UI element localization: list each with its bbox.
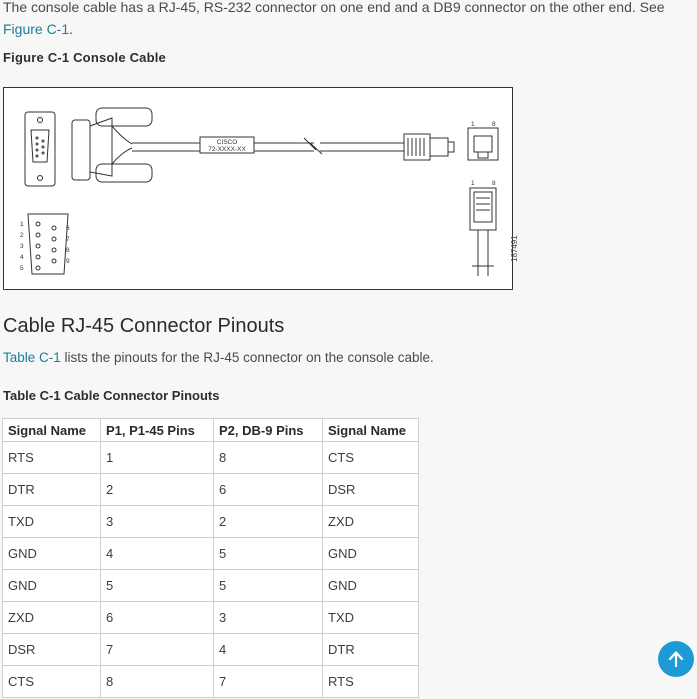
table-row — [3, 538, 419, 570]
db9-pin-label: 1 — [20, 221, 24, 228]
pinout-table — [2, 418, 419, 698]
figure-c1-link[interactable]: Figure C-1 — [3, 21, 70, 37]
figure-title: Figure C-1 Console Cable — [3, 50, 166, 65]
table-row — [3, 666, 419, 698]
rj45-bottom-pin-right: 8 — [492, 180, 496, 187]
console-cable-figure — [3, 87, 513, 290]
col-header: Signal Name — [323, 419, 419, 442]
table-cell: 1 — [101, 442, 214, 474]
rj45-top-pin-right: 8 — [492, 121, 496, 128]
table-cell: ZXD — [3, 602, 101, 634]
table-cell: DSR — [323, 474, 419, 506]
arrow-up-icon — [666, 649, 686, 669]
table-cell: 5 — [101, 570, 214, 602]
col-header: P2, DB-9 Pins — [214, 419, 323, 442]
table-cell: CTS — [3, 666, 101, 698]
table-cell: 2 — [101, 474, 214, 506]
table-cell: DSR — [3, 634, 101, 666]
table-cell: 8 — [214, 442, 323, 474]
table-cell: 5 — [214, 570, 323, 602]
table-cell: GND — [3, 570, 101, 602]
table-c1-link[interactable]: Table C-1 — [3, 350, 61, 365]
db9-pin-label: 3 — [20, 243, 24, 250]
intro-text: The console cable has a RJ-45, RS-232 connector on one end and a DB9 connector on the other end. See — [3, 0, 665, 15]
table-row — [3, 570, 419, 602]
db9-pin-label: 5 — [20, 265, 24, 272]
table-row — [3, 506, 419, 538]
table-cell: RTS — [3, 442, 101, 474]
table-row — [3, 602, 419, 634]
table-cell: GND — [323, 538, 419, 570]
cable-label-line2: 72-XXXX-XX — [208, 146, 246, 153]
table-row — [3, 442, 419, 474]
table-row — [3, 634, 419, 666]
section-text: lists the pinouts for the RJ-45 connector on the console cable. — [60, 350, 434, 365]
table-cell: 3 — [101, 506, 214, 538]
figure-id: 187491 — [510, 235, 519, 262]
table-cell: RTS — [323, 666, 419, 698]
table-cell: DTR — [3, 474, 101, 506]
table-cell: GND — [323, 570, 419, 602]
table-title: Table C-1 Cable Connector Pinouts — [3, 388, 220, 403]
db9-pin-label: 6 — [66, 225, 70, 232]
col-header: Signal Name — [3, 419, 101, 442]
section-paragraph — [3, 350, 434, 365]
console-cable-illustration — [4, 88, 512, 289]
table-cell: 7 — [214, 666, 323, 698]
table-cell: 4 — [101, 538, 214, 570]
table-cell: 3 — [214, 602, 323, 634]
table-cell: ZXD — [323, 506, 419, 538]
db9-pin-label: 8 — [66, 247, 70, 254]
table-cell: DTR — [323, 634, 419, 666]
table-cell: 7 — [101, 634, 214, 666]
table-cell: 6 — [214, 474, 323, 506]
table-cell: 4 — [214, 634, 323, 666]
cable-label-line1: CISCO — [216, 139, 238, 146]
intro-paragraph — [3, 0, 693, 40]
section-heading: Cable RJ-45 Connector Pinouts — [3, 315, 285, 337]
db9-pin-label: 4 — [20, 254, 24, 261]
table-row — [3, 474, 419, 506]
intro-text-end: . — [69, 21, 74, 37]
table-cell: 8 — [101, 666, 214, 698]
table-header-row — [3, 419, 419, 442]
col-header: P1, P1-45 Pins — [101, 419, 214, 442]
table-cell: GND — [3, 538, 101, 570]
table-cell: 6 — [101, 602, 214, 634]
db9-pin-label: 2 — [20, 232, 24, 239]
table-cell: TXD — [323, 602, 419, 634]
table-cell: 5 — [214, 538, 323, 570]
db9-pin-label: 9 — [66, 258, 70, 265]
rj45-top-pin-left: 1 — [471, 121, 475, 128]
table-cell: 2 — [214, 506, 323, 538]
db9-pin-label: 7 — [66, 236, 70, 243]
table-cell: CTS — [323, 442, 419, 474]
rj45-bottom-pin-left: 1 — [471, 180, 475, 187]
table-cell: TXD — [3, 506, 101, 538]
scroll-to-top-button[interactable] — [658, 641, 694, 677]
